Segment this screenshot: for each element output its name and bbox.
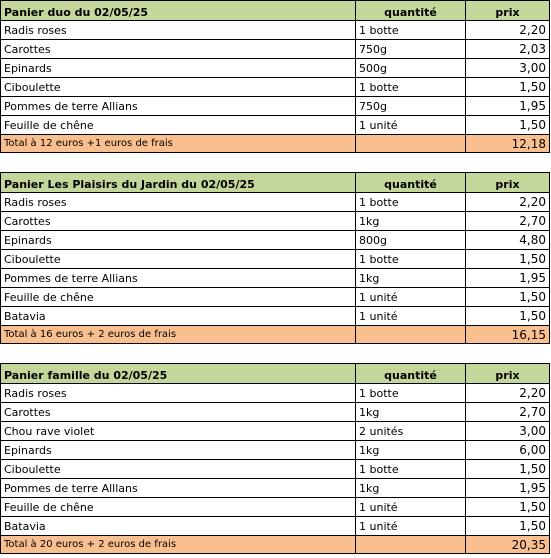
table-row [1, 460, 550, 479]
total-row [1, 326, 550, 344]
table-row [1, 21, 550, 40]
quantity-cell[interactable]: 1kg [356, 212, 466, 231]
quantity-cell[interactable]: 1 unité [356, 498, 466, 517]
table-row [1, 269, 550, 288]
quantity-cell[interactable]: 750g [356, 40, 466, 59]
table-row [1, 441, 550, 460]
table-row [1, 40, 550, 59]
product-name-cell[interactable]: Ciboulette [1, 460, 356, 479]
quantity-cell[interactable]: 1 unité [356, 288, 466, 307]
price-cell[interactable]: 1,50 [466, 517, 550, 536]
price-header[interactable]: prix [466, 173, 550, 193]
total-label-cell[interactable]: Total à 16 euros + 2 euros de frais [1, 326, 356, 344]
total-empty-cell[interactable] [356, 536, 466, 554]
basket-title[interactable]: Panier Les Plaisirs du Jardin du 02/05/25 [1, 173, 356, 193]
quantity-cell[interactable]: 500g [356, 59, 466, 78]
table-row [1, 288, 550, 307]
product-name-cell[interactable]: Epinards [1, 441, 356, 460]
price-cell[interactable]: 1,50 [466, 307, 550, 326]
quantity-cell[interactable]: 800g [356, 231, 466, 250]
price-cell[interactable]: 1,50 [466, 288, 550, 307]
quantity-cell[interactable]: 1kg [356, 441, 466, 460]
price-header[interactable]: prix [466, 1, 550, 21]
table-row [1, 59, 550, 78]
basket-title[interactable]: Panier duo du 02/05/25 [1, 1, 356, 21]
table-row [1, 78, 550, 97]
price-cell[interactable]: 1,50 [466, 78, 550, 97]
basket-header-row [1, 364, 550, 384]
total-row [1, 135, 550, 153]
price-cell[interactable]: 6,00 [466, 441, 550, 460]
product-name-cell[interactable]: Ciboulette [1, 78, 356, 97]
price-header[interactable]: prix [466, 364, 550, 384]
table-row [1, 422, 550, 441]
product-name-cell[interactable]: Radis roses [1, 193, 356, 212]
price-cell[interactable]: 1,50 [466, 498, 550, 517]
price-cell[interactable]: 1,50 [466, 116, 550, 135]
product-name-cell[interactable]: Feuille de chêne [1, 288, 356, 307]
product-name-cell[interactable]: Pommes de terre Alllans [1, 479, 356, 498]
product-name-cell[interactable]: Epinards [1, 231, 356, 250]
product-name-cell[interactable]: Ciboulette [1, 250, 356, 269]
total-label-cell[interactable]: Total à 12 euros +1 euros de frais [1, 135, 356, 153]
quantity-cell[interactable]: 750g [356, 97, 466, 116]
basket-title[interactable]: Panier famille du 02/05/25 [1, 364, 356, 384]
product-name-cell[interactable]: Epinards [1, 59, 356, 78]
spacer-row [1, 344, 550, 364]
quantity-cell[interactable]: 1kg [356, 479, 466, 498]
table-row [1, 193, 550, 212]
product-name-cell[interactable]: Radis roses [1, 21, 356, 40]
spacer-row [1, 153, 550, 173]
price-cell[interactable]: 4,80 [466, 231, 550, 250]
spacer-cell [1, 153, 550, 173]
table-row [1, 307, 550, 326]
table-row [1, 517, 550, 536]
total-value-cell[interactable]: 12,18 [466, 135, 550, 153]
basket-header-row [1, 1, 550, 21]
total-label-cell[interactable]: Total à 20 euros + 2 euros de frais [1, 536, 356, 554]
total-empty-cell[interactable] [356, 326, 466, 344]
quantity-header[interactable]: quantité [356, 173, 466, 193]
table-row [1, 97, 550, 116]
product-name-cell[interactable]: Chou rave violet [1, 422, 356, 441]
quantity-cell[interactable]: 1kg [356, 269, 466, 288]
basket-header-row [1, 173, 550, 193]
price-cell[interactable]: 2,70 [466, 403, 550, 422]
price-cell[interactable]: 1,50 [466, 460, 550, 479]
price-cell[interactable]: 1,50 [466, 250, 550, 269]
table-row [1, 250, 550, 269]
table-row [1, 403, 550, 422]
table-row [1, 498, 550, 517]
table-row [1, 231, 550, 250]
total-value-cell[interactable]: 20,35 [466, 536, 550, 554]
quantity-cell[interactable]: 2 unités [356, 422, 466, 441]
product-name-cell[interactable]: Radis roses [1, 384, 356, 403]
price-cell[interactable]: 1,95 [466, 97, 550, 116]
price-cell[interactable]: 2,20 [466, 384, 550, 403]
table-row [1, 212, 550, 231]
price-cell[interactable]: 3,00 [466, 59, 550, 78]
product-name-cell[interactable]: Carottes [1, 212, 356, 231]
price-cell[interactable]: 1,95 [466, 269, 550, 288]
product-name-cell[interactable]: Carottes [1, 403, 356, 422]
table-row [1, 116, 550, 135]
price-cell[interactable]: 2,20 [466, 193, 550, 212]
price-cell[interactable]: 2,70 [466, 212, 550, 231]
table-row [1, 479, 550, 498]
quantity-cell[interactable]: 1 botte [356, 193, 466, 212]
price-cell[interactable]: 1,95 [466, 479, 550, 498]
quantity-cell[interactable]: 1 botte [356, 250, 466, 269]
product-name-cell[interactable]: Pommes de terre Allians [1, 97, 356, 116]
product-name-cell[interactable]: Feuille de chêne [1, 116, 356, 135]
price-cell[interactable]: 2,03 [466, 40, 550, 59]
quantity-cell[interactable]: 1 botte [356, 78, 466, 97]
quantity-cell[interactable]: 1 botte [356, 460, 466, 479]
total-empty-cell[interactable] [356, 135, 466, 153]
quantity-cell[interactable]: 1 unité [356, 307, 466, 326]
total-row [1, 536, 550, 554]
product-name-cell[interactable]: Feuille de chêne [1, 498, 356, 517]
quantity-header[interactable]: quantité [356, 364, 466, 384]
quantity-cell[interactable]: 1kg [356, 403, 466, 422]
spacer-cell [1, 344, 550, 364]
product-name-cell[interactable]: Batavia [1, 307, 356, 326]
price-cell[interactable]: 3,00 [466, 422, 550, 441]
quantity-header[interactable]: quantité [356, 1, 466, 21]
product-name-cell[interactable]: Carottes [1, 40, 356, 59]
total-value-cell[interactable]: 16,15 [466, 326, 550, 344]
quantity-cell[interactable]: 1 botte [356, 384, 466, 403]
product-name-cell[interactable]: Pommes de terre Allians [1, 269, 356, 288]
quantity-cell[interactable]: 1 unité [356, 116, 466, 135]
price-cell[interactable]: 2,20 [466, 21, 550, 40]
quantity-cell[interactable]: 1 botte [356, 21, 466, 40]
product-name-cell[interactable]: Batavia [1, 517, 356, 536]
quantity-cell[interactable]: 1 unité [356, 517, 466, 536]
table-row [1, 384, 550, 403]
